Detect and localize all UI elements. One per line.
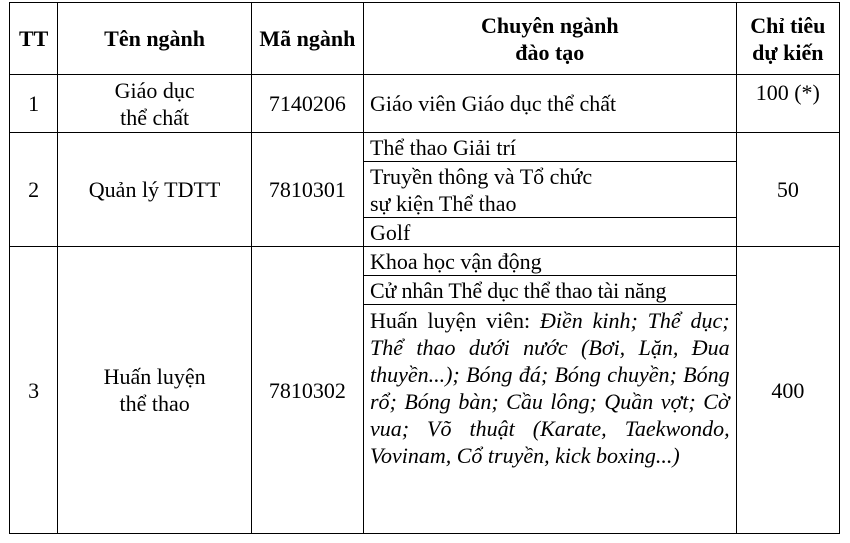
row-name-line2: thể thao: [119, 391, 190, 416]
header-quota: [736, 3, 839, 75]
row-name-line1: Giáo dục: [114, 77, 195, 103]
table-row: [10, 75, 840, 133]
row-spec: Khoa học vận động: [363, 247, 736, 276]
coach-prefix: Huấn luyện viên:: [369, 308, 541, 333]
row-name: Quản lý TDTT: [58, 133, 251, 247]
row-spec: Cử nhân Thể dục thể thao tài năng: [363, 276, 736, 305]
header-tt: TT: [10, 3, 58, 75]
coach-sports-list: Điền kinh; Thể dục; Thể thao dưới nước (Bơi, Lặn, Đua thuyền...); Bóng đá; Bóng chuyền; Bóng rổ; Bóng bàn; Cầu lông; Quần vợt; Cờ vua; Võ thuật (Karate, Taekwondo, Vovinam, Cổ truyền, kick boxing...): [369, 308, 730, 468]
header-name: Tên ngành: [58, 3, 251, 75]
header-spec: [363, 3, 736, 75]
header-code: Mã ngành: [251, 3, 363, 75]
row-quota: [736, 75, 839, 133]
header-quota-line2: dự kiến: [752, 39, 824, 65]
row-quota: 50: [736, 133, 839, 247]
row-spec: Golf: [363, 218, 736, 247]
row-name: [58, 75, 251, 133]
row-spec-line: sự kiện Thể thao: [369, 190, 517, 216]
row-spec-coach: [363, 305, 736, 534]
admissions-table: [9, 2, 840, 534]
row-quota: 400: [736, 247, 839, 534]
row-spec: Giáo viên Giáo dục thể chất: [363, 75, 736, 133]
row-spec: [363, 162, 736, 218]
table-row: [10, 133, 840, 162]
header-spec-line1: Chuyên ngành: [481, 12, 619, 38]
row-tt: 2: [10, 133, 58, 247]
row-code: 7810302: [251, 247, 363, 534]
row-name-line2: thể chất: [120, 104, 190, 130]
header-spec-line2: đào tạo: [515, 39, 585, 65]
row-spec: Thể thao Giải trí: [363, 133, 736, 162]
header-row: [10, 3, 840, 75]
row-code: 7810301: [251, 133, 363, 247]
row-tt: 1: [10, 75, 58, 133]
row-name: [58, 247, 251, 534]
row-name-line1: Huấn luyện: [103, 364, 206, 389]
header-quota-line1: Chỉ tiêu: [750, 12, 826, 38]
row-quota-value: 100 (*): [755, 80, 820, 105]
row-code: 7140206: [251, 75, 363, 133]
table-row: [10, 247, 840, 276]
row-tt: 3: [10, 247, 58, 534]
row-spec-line: Truyền thông và Tổ chức: [369, 163, 593, 189]
